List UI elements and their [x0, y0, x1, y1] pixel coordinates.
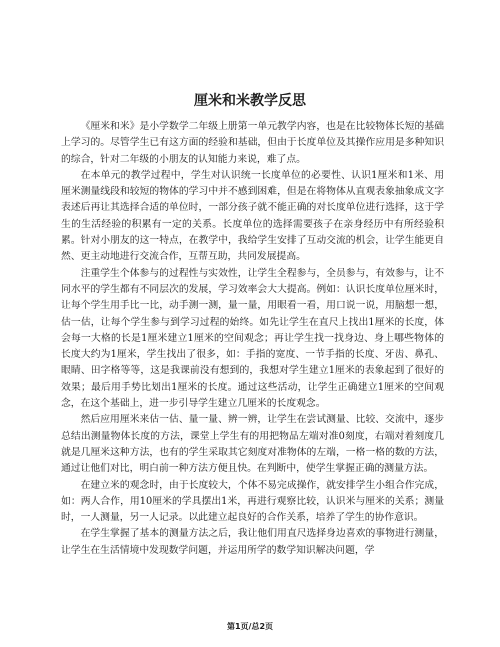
page-number-footer: 第1页/总2页 — [226, 622, 274, 631]
paragraph: 《厘米和米》是小学数学二年级上册第一单元教学内容，也是在比较物体长短的基础上学习的。尽管学生已有这方面的经验和基础，但由于长度单位及其操作应用是多种知识的综合，针对二年级的小朋友的认知能力来说，难了点。 — [61, 121, 444, 165]
paragraph: 然后应用厘米来估一估、量一量、辨一辨，让学生在尝试测量、比较、交流中，逐步总结出测量物体长度的方法，课堂上学生有的用把物品左端对准0刻度，右端对着刻度几就是几厘米这种方法，也有的学生采取其它刻度对准物体的左端，一格一格的数的方法，通过让他们对比，明白前一种方法方便且快。在判断中，使学生掌握正确的测量方法。 — [61, 414, 444, 475]
paragraph: 在本单元的教学过程中，学生对认识统一长度单位的必要性、认识1厘米和1米、用厘米测量线段和较短的物体的学习中并不感到困难，但是在将物体从直观表象抽象成文字表述后再让其选择合适的单位时，一部分孩子就不能正确的对长度单位进行选择，这于学生的生活经验的积累有一定的关系。长度单位的选择需要孩子在亲身经历中有所经验积累。针对小朋友的这一特点，在教学中，我给学生安排了互动交流的机会，让学生能更自然、更主动地进行交流合作，互帮互助，共同发展提高。 — [61, 169, 444, 263]
document-body — [61, 119, 444, 559]
paragraph: 在建立米的观念时，由于长度较大，个体不易完成操作，就安排学生小组合作完成，如：两人合作，用10厘米的学具摆出1米，再进行观察比较，认识米与厘米的关系；测量时，一人测量，另一人记录。以此建立起良好的合作关系，培养了学生的协作意识。 — [61, 479, 444, 524]
paragraph: 在学生掌握了基本的测量方法之后，我让他们用直尺选择身边喜欢的事物进行测量，让学生在生活情境中发现数学问题，并运用所学的数学知识解决问题，学 — [61, 528, 444, 556]
paragraph: 注重学生个体参与的过程性与实效性，让学生全程参与，全员参与，有效参与，让不同水平的学生都有不同层次的发展，学习效率会大大提高。例如：认识长度单位厘米时，让每个学生用手比一比，动手测一测，量一量，用眼看一看，用口说一说，用脑想一想，估一估，让每个学生参与到学习过程的始终。如先让学生在直尺上找出1厘米的长度，体会每一大格的长是1厘米建立1厘米的空间观念；再让学生找一找身边、身上哪些物体的长度大约为1厘米，学生找出了很多，如：手指的宽度、一节手指的长度、牙齿、鼻孔、眼睛、田字格等等，这是我课前没有想到的，我想对学生建立1厘米的表象起到了很好的效果；最后用手势比划出1厘米的长度。通过这些活动，让学生正确建立1厘米的空间观念，在这个基础上，进一步引导学生建立几厘米的长度观念。 — [61, 267, 444, 410]
document-title: 厘米和米教学反思 — [194, 93, 306, 109]
